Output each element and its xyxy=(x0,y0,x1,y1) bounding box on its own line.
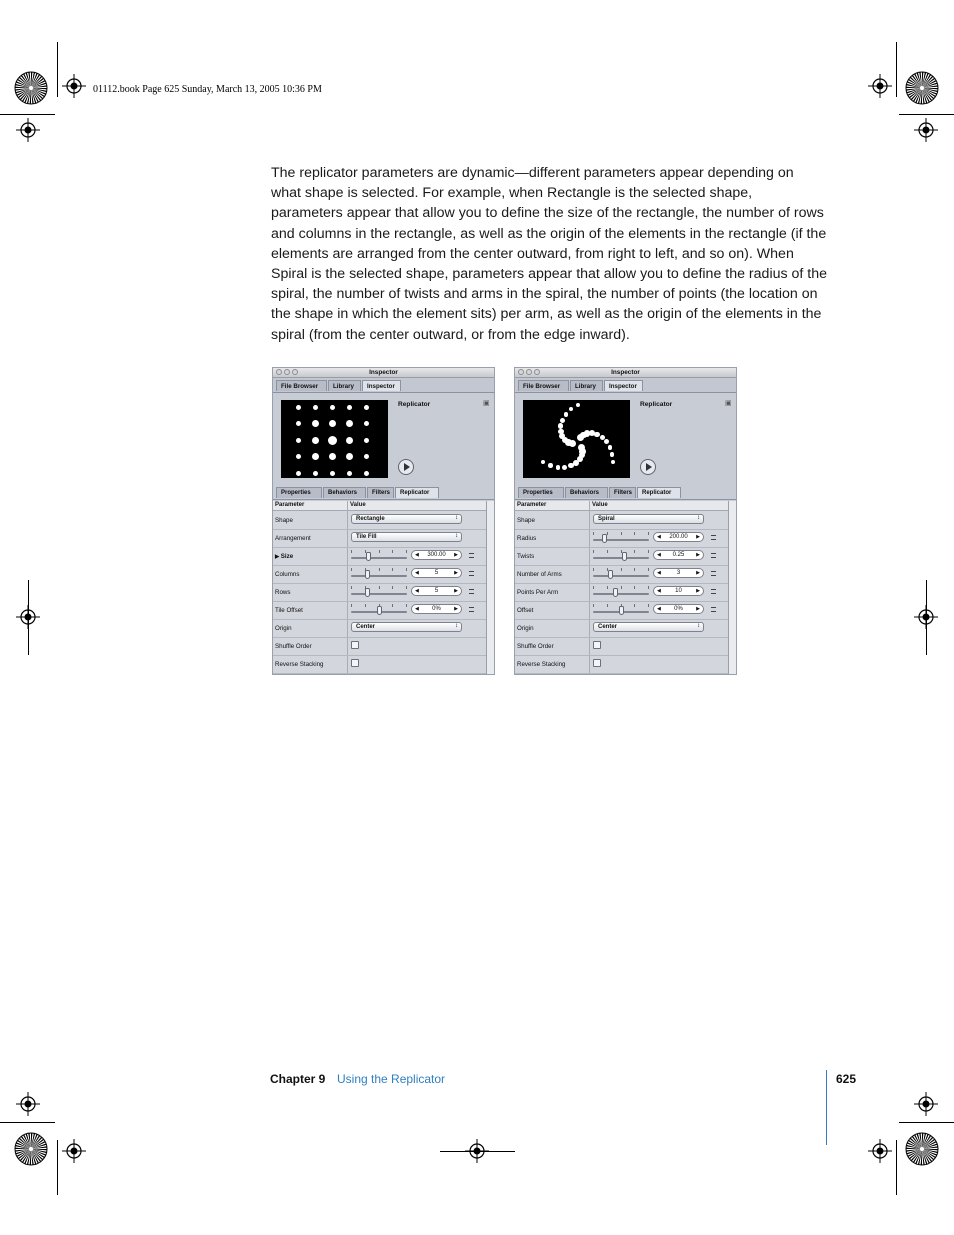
crop-line-bottom-right-vertical xyxy=(896,1140,897,1195)
field-value: 10 xyxy=(675,588,682,594)
replicated-element xyxy=(364,471,369,476)
crop-line-right-upper-horizontal xyxy=(899,114,954,115)
slider-track xyxy=(351,575,407,577)
crop-line-left-upper-horizontal xyxy=(0,114,55,115)
play-button[interactable] xyxy=(640,459,656,475)
parameter-label: Tile Offset xyxy=(275,607,303,614)
field-value: 300.00 xyxy=(427,552,446,558)
play-button[interactable] xyxy=(398,459,414,475)
increment-arrow-icon[interactable]: ▶ xyxy=(454,606,458,612)
increment-arrow-icon[interactable]: ▶ xyxy=(696,588,700,594)
replicated-element xyxy=(346,420,353,427)
replicated-element xyxy=(312,437,319,444)
slider-tick xyxy=(392,568,393,571)
slider-tick xyxy=(593,568,594,571)
parameter-table xyxy=(273,501,488,674)
increment-arrow-icon[interactable]: ▶ xyxy=(696,570,700,576)
window-title: Inspector xyxy=(369,369,398,376)
subtab-behaviors[interactable]: Behaviors xyxy=(565,487,608,498)
tab-inspector[interactable]: Inspector xyxy=(362,380,401,391)
value-slider[interactable] xyxy=(351,568,407,580)
replicated-element xyxy=(568,463,573,468)
decrement-arrow-icon[interactable]: ◀ xyxy=(415,588,419,594)
window-titlebar[interactable] xyxy=(515,368,736,378)
slider-tick xyxy=(634,568,635,571)
crop-line-left-lower-horizontal xyxy=(0,1122,55,1123)
popup-arrows-icon: ↕ xyxy=(697,623,700,629)
value-slider[interactable] xyxy=(593,586,649,598)
parameter-label: Arrangement xyxy=(275,535,311,542)
value-slider[interactable] xyxy=(593,532,649,544)
table-row xyxy=(515,547,730,566)
table-row xyxy=(515,619,730,638)
table-row xyxy=(515,529,730,548)
field-value: 5 xyxy=(434,570,439,576)
replicated-element xyxy=(330,405,335,410)
decrement-arrow-icon[interactable]: ◀ xyxy=(657,606,661,612)
crop-line-right-middle-vertical xyxy=(926,580,927,655)
slider-tick xyxy=(351,550,352,553)
slider-tick xyxy=(406,568,407,571)
slider-tick xyxy=(365,604,366,607)
increment-arrow-icon[interactable]: ▶ xyxy=(696,534,700,540)
reset-parameter-icon[interactable] xyxy=(469,553,474,558)
canvas-preview xyxy=(523,400,630,478)
slider-tick xyxy=(593,586,594,589)
replicated-element xyxy=(364,438,369,443)
value-field[interactable] xyxy=(653,604,704,614)
decrement-arrow-icon[interactable]: ◀ xyxy=(657,534,661,540)
popup-arrows-icon: ↕ xyxy=(455,623,458,629)
parameter-table xyxy=(515,501,730,674)
slider-tick xyxy=(648,532,649,535)
increment-arrow-icon[interactable]: ▶ xyxy=(454,570,458,576)
replicated-element xyxy=(558,423,563,428)
field-value: 0.25 xyxy=(672,552,685,558)
replicated-element xyxy=(346,437,353,444)
inspector-subtab-bar xyxy=(515,485,736,500)
checkbox[interactable] xyxy=(593,659,601,667)
tab-inspector[interactable]: Inspector xyxy=(604,380,643,391)
reset-parameter-icon[interactable] xyxy=(469,571,474,576)
reset-parameter-icon[interactable] xyxy=(711,535,716,540)
value-field[interactable] xyxy=(653,550,704,560)
parameter-label: Rows xyxy=(275,589,291,596)
slider-tick xyxy=(648,604,649,607)
value-slider[interactable] xyxy=(351,586,407,598)
table-row xyxy=(273,619,488,638)
replicated-element xyxy=(312,420,319,427)
slider-tick xyxy=(621,532,622,535)
popup-menu[interactable] xyxy=(593,622,704,632)
replicated-element xyxy=(610,452,614,456)
slider-tick xyxy=(593,604,594,607)
subtab-properties[interactable]: Properties xyxy=(276,487,322,498)
slider-thumb[interactable] xyxy=(365,570,370,579)
value-field[interactable] xyxy=(653,532,704,542)
crosshair-bottom-left xyxy=(62,1139,86,1163)
slider-tick xyxy=(634,604,635,607)
popup-arrows-icon: ↕ xyxy=(455,515,458,521)
replicated-element xyxy=(330,471,335,476)
replicated-element xyxy=(346,453,353,460)
replicated-element xyxy=(364,454,369,459)
slider-tick xyxy=(392,550,393,553)
replicated-element xyxy=(548,463,552,467)
footer-page-number: 625 xyxy=(836,1072,857,1086)
replicated-element xyxy=(296,405,301,410)
slider-tick xyxy=(621,568,622,571)
registration-star-top-right xyxy=(905,71,939,105)
inspector-subtab-bar xyxy=(273,485,494,500)
subtab-replicator[interactable]: Replicator xyxy=(395,487,439,498)
field-value: 3 xyxy=(676,570,681,576)
parameter-label: Columns xyxy=(275,571,300,578)
value-slider[interactable] xyxy=(593,604,649,616)
parameter-label: Offset xyxy=(517,607,534,614)
crosshair-right-lower xyxy=(914,1092,938,1116)
replicated-element xyxy=(569,407,573,411)
registration-star-top-left xyxy=(14,71,48,105)
crop-line-bottom-left-vertical xyxy=(57,1140,58,1195)
registration-star-bottom-left xyxy=(14,1132,48,1166)
window-titlebar[interactable] xyxy=(273,368,494,378)
crop-line-top-right-vertical xyxy=(896,42,897,97)
parameter-label: Number of Arms xyxy=(517,571,562,578)
replicated-element xyxy=(364,405,369,410)
replicated-element xyxy=(329,453,336,460)
slider-tick xyxy=(593,532,594,535)
decrement-arrow-icon[interactable]: ◀ xyxy=(415,606,419,612)
parameter-label: Shape xyxy=(517,517,535,524)
column-header-value[interactable]: Value xyxy=(350,502,366,508)
replicated-element xyxy=(608,445,613,450)
tab-bar xyxy=(273,378,494,393)
print-slug: 01112.book Page 625 Sunday, March 13, 2005 10:36 PM xyxy=(93,84,322,95)
slider-tick xyxy=(621,586,622,589)
replicated-element xyxy=(296,454,301,459)
lock-icon[interactable]: ▣ xyxy=(725,400,732,407)
replicated-element xyxy=(562,465,567,470)
slider-tick xyxy=(648,586,649,589)
crosshair-left-upper xyxy=(16,118,40,142)
increment-arrow-icon[interactable]: ▶ xyxy=(696,606,700,612)
slider-tick xyxy=(351,568,352,571)
replicated-element xyxy=(556,465,561,470)
vertical-scrollbar[interactable] xyxy=(486,501,494,674)
slider-tick xyxy=(634,586,635,589)
reset-parameter-icon[interactable] xyxy=(711,571,716,576)
slider-tick xyxy=(607,586,608,589)
slider-thumb[interactable] xyxy=(365,588,370,597)
table-row xyxy=(273,655,488,674)
field-value: 5 xyxy=(434,588,439,594)
table-row xyxy=(273,565,488,584)
replicated-element xyxy=(313,405,318,410)
table-row xyxy=(273,511,488,530)
slider-tick xyxy=(593,550,594,553)
increment-arrow-icon[interactable]: ▶ xyxy=(696,552,700,558)
replicated-element xyxy=(347,405,352,410)
decrement-arrow-icon[interactable]: ◀ xyxy=(657,588,661,594)
slider-tick xyxy=(392,604,393,607)
footer-rule xyxy=(826,1070,827,1145)
slider-thumb[interactable] xyxy=(377,606,382,615)
parameter-label-text: Size xyxy=(280,553,294,560)
increment-arrow-icon[interactable]: ▶ xyxy=(454,552,458,558)
slider-tick xyxy=(379,550,380,553)
parameter-label: Shuffle Order xyxy=(275,643,312,650)
value-field[interactable] xyxy=(411,550,462,560)
slider-thumb[interactable] xyxy=(622,552,627,561)
slider-tick xyxy=(648,550,649,553)
reset-parameter-icon[interactable] xyxy=(469,589,474,594)
reset-parameter-icon[interactable] xyxy=(469,607,474,612)
replicated-element xyxy=(296,421,301,426)
slider-tick xyxy=(607,550,608,553)
slider-thumb[interactable] xyxy=(366,552,371,561)
slider-track xyxy=(351,557,407,559)
replicated-element xyxy=(560,418,565,423)
parameter-label: Shuffle Order xyxy=(517,643,554,650)
table-row xyxy=(515,565,730,584)
inspector-panel-rectangle xyxy=(272,367,495,675)
popup-value: Spiral xyxy=(598,516,615,522)
replicated-element xyxy=(604,439,609,444)
footer-chapter-title: Using the Replicator xyxy=(337,1072,446,1086)
slider-track xyxy=(593,575,649,577)
replicated-element xyxy=(573,460,579,466)
replicated-element xyxy=(564,412,569,417)
popup-value: Rectangle xyxy=(356,516,385,522)
value-slider[interactable] xyxy=(351,604,407,616)
increment-arrow-icon[interactable]: ▶ xyxy=(454,588,458,594)
popup-menu[interactable] xyxy=(351,532,462,542)
field-value: 0% xyxy=(432,606,441,612)
slider-track xyxy=(593,593,649,595)
crop-line-left-middle-vertical xyxy=(28,580,29,655)
crosshair-right-upper xyxy=(914,118,938,142)
replicated-element xyxy=(328,436,337,445)
tab-library[interactable]: Library xyxy=(328,380,361,391)
footer-chapter: Chapter 9 xyxy=(270,1072,326,1086)
table-row xyxy=(515,601,730,620)
tab-file-browser[interactable]: File Browser xyxy=(276,380,327,391)
body-paragraph xyxy=(271,163,827,345)
replicated-element xyxy=(558,429,564,435)
checkbox[interactable] xyxy=(351,641,359,649)
popup-menu[interactable] xyxy=(593,514,704,524)
decrement-arrow-icon[interactable]: ◀ xyxy=(657,552,661,558)
crosshair-top-right xyxy=(868,74,892,98)
slider-tick xyxy=(634,532,635,535)
decrement-arrow-icon[interactable]: ◀ xyxy=(415,552,419,558)
slider-track xyxy=(351,593,407,595)
parameter-label: Reverse Stacking xyxy=(517,661,566,668)
replicated-element xyxy=(611,460,615,464)
popup-arrows-icon: ↕ xyxy=(455,533,458,539)
slider-thumb[interactable] xyxy=(613,588,618,597)
table-row xyxy=(273,547,488,566)
crosshair-bottom-right xyxy=(868,1139,892,1163)
replicated-element xyxy=(313,471,318,476)
crop-line-top-left-vertical xyxy=(57,42,58,97)
replicated-element xyxy=(541,460,545,464)
inspector-panel-spiral xyxy=(514,367,737,675)
checkbox[interactable] xyxy=(593,641,601,649)
slider-tick xyxy=(406,604,407,607)
slider-tick xyxy=(634,550,635,553)
paragraph-text: The replicator parameters are dynamic—different parameters appear depending on what shape is selected. For example, when Rectangle is the selected shape, parameters appear that allow you to define the size of the rectangle, the number of rows and columns in the rectangle, as well as the origin of the elements in the rectangle (if the elements are arranged from the center outward, from right to left, and so on). When Spiral is the selected shape, parameters appear that allow you to define the radius of the spiral, the number of twists and arms in the spiral, the number of points (the location on the shape in which the element sits) per arm, as well as the origin of the elements in the spiral (from the center outward, or from the edge inward). xyxy=(271,165,828,343)
parameter-label xyxy=(275,553,293,560)
layer-name: Replicator xyxy=(398,401,431,408)
disclosure-triangle-icon[interactable]: ▶ xyxy=(275,554,281,560)
slider-tick xyxy=(379,586,380,589)
replicated-element xyxy=(296,471,301,476)
replicated-element xyxy=(347,471,352,476)
layer-name: Replicator xyxy=(640,401,673,408)
reset-parameter-icon[interactable] xyxy=(711,553,716,558)
slider-thumb[interactable] xyxy=(619,606,624,615)
subtab-replicator[interactable]: Replicator xyxy=(637,487,681,498)
slider-tick xyxy=(351,604,352,607)
table-row xyxy=(273,583,488,602)
replicated-element xyxy=(364,421,369,426)
value-slider[interactable] xyxy=(351,550,407,562)
popup-menu[interactable] xyxy=(351,622,462,632)
field-value: 200.00 xyxy=(669,534,688,540)
registration-star-bottom-right xyxy=(905,1132,939,1166)
decrement-arrow-icon[interactable]: ◀ xyxy=(415,570,419,576)
slider-tick xyxy=(406,550,407,553)
column-header-parameter[interactable]: Parameter xyxy=(517,502,547,508)
crop-line-bottom-center-horizontal xyxy=(440,1151,515,1152)
table-row xyxy=(515,583,730,602)
table-row xyxy=(515,655,730,674)
decrement-arrow-icon[interactable]: ◀ xyxy=(657,570,661,576)
value-field[interactable] xyxy=(411,604,462,614)
table-row xyxy=(273,529,488,548)
table-row xyxy=(273,601,488,620)
parameter-label: Reverse Stacking xyxy=(275,661,324,668)
parameter-label: Points Per Arm xyxy=(517,589,559,596)
value-slider[interactable] xyxy=(593,550,649,562)
table-header xyxy=(515,501,730,511)
slider-tick xyxy=(607,604,608,607)
replicated-element xyxy=(296,438,301,443)
tab-file-browser[interactable]: File Browser xyxy=(518,380,569,391)
tab-bar xyxy=(515,378,736,393)
tab-library[interactable]: Library xyxy=(570,380,603,391)
parameter-label: Radius xyxy=(517,535,537,542)
reset-parameter-icon[interactable] xyxy=(711,607,716,612)
subtab-properties[interactable]: Properties xyxy=(518,487,564,498)
parameter-label: Origin xyxy=(275,625,292,632)
parameter-label: Shape xyxy=(275,517,293,524)
crop-line-right-lower-horizontal xyxy=(899,1122,954,1123)
table-header xyxy=(273,501,488,511)
parameter-label: Origin xyxy=(517,625,534,632)
column-header-parameter[interactable]: Parameter xyxy=(275,502,305,508)
parameter-label: Twists xyxy=(517,553,535,560)
table-row xyxy=(273,637,488,656)
subtab-filters[interactable]: Filters xyxy=(609,487,636,498)
field-value: 0% xyxy=(674,606,683,612)
vertical-scrollbar[interactable] xyxy=(728,501,736,674)
replicated-element xyxy=(576,403,580,407)
popup-arrows-icon: ↕ xyxy=(697,515,700,521)
popup-value: Center xyxy=(356,624,376,630)
value-field[interactable] xyxy=(411,586,462,596)
window-title: Inspector xyxy=(611,369,640,376)
value-field[interactable] xyxy=(411,568,462,578)
checkbox[interactable] xyxy=(351,659,359,667)
value-field[interactable] xyxy=(653,586,704,596)
value-slider[interactable] xyxy=(593,568,649,580)
replicated-element xyxy=(312,453,319,460)
value-field[interactable] xyxy=(653,568,704,578)
slider-thumb[interactable] xyxy=(608,570,613,579)
table-row xyxy=(515,511,730,530)
slider-thumb[interactable] xyxy=(602,534,607,543)
canvas-preview xyxy=(281,400,388,478)
crosshair-top-left xyxy=(62,74,86,98)
slider-tick xyxy=(351,586,352,589)
column-header-value[interactable]: Value xyxy=(592,502,608,508)
slider-tick xyxy=(406,586,407,589)
slider-tick xyxy=(392,586,393,589)
slider-tick xyxy=(379,568,380,571)
popup-menu[interactable] xyxy=(351,514,462,524)
popup-value: Center xyxy=(598,624,618,630)
table-row xyxy=(515,637,730,656)
popup-value: Tile Fill xyxy=(356,534,377,540)
crosshair-left-lower xyxy=(16,1092,40,1116)
subtab-behaviors[interactable]: Behaviors xyxy=(323,487,366,498)
lock-icon[interactable]: ▣ xyxy=(483,400,490,407)
subtab-filters[interactable]: Filters xyxy=(367,487,394,498)
replicated-element xyxy=(329,420,336,427)
slider-tick xyxy=(648,568,649,571)
reset-parameter-icon[interactable] xyxy=(711,589,716,594)
